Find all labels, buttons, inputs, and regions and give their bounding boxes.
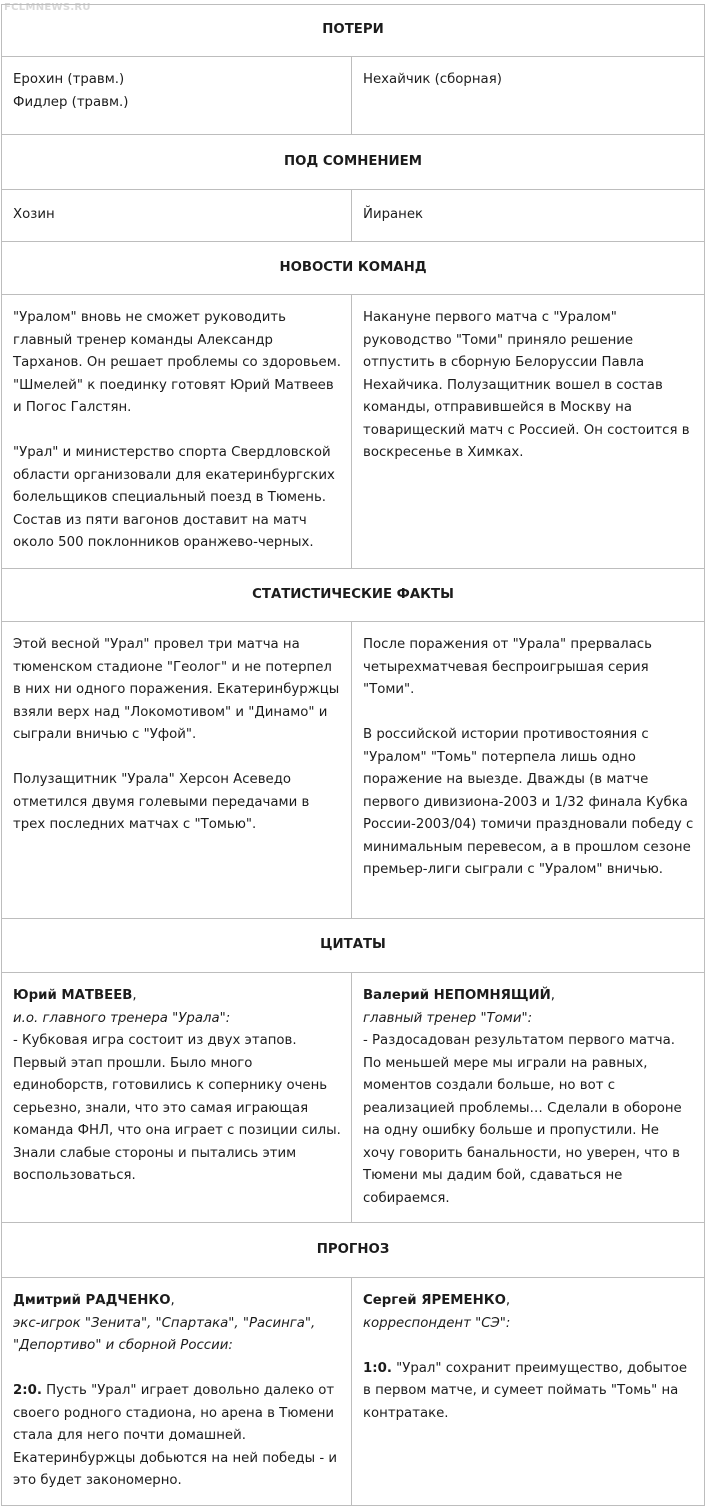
stats-paragraph: Полузащитник "Урала" Херсон Асеведо отметился двумя голевыми передачами в трех последних матчах с "Томью". (13, 772, 310, 832)
quote-text: - Раздосадован результатом первого матча. По меньшей мере мы играли на равных, моментов создали больше, но вот с реализацией проблемы… Сделали в обороне на одну ошибку больше и пропустили. Не хочу говорить банальности, но уверен, что в Тюмени мы дадим бой, сдаваться не собираемся. (363, 1033, 682, 1206)
loss-player: Фидлер (травм.) (13, 94, 129, 110)
quote-author (363, 985, 694, 1008)
doubtful-header: ПОД СОМНЕНИЕМ (2, 135, 705, 190)
forecast-author (13, 1290, 341, 1313)
stats-home (2, 622, 352, 919)
doubtful-away: Йиранек (352, 190, 705, 242)
author-comma: , (505, 1293, 511, 1308)
stats-header: СТАТИСТИЧЕСКИЕ ФАКТЫ (2, 569, 705, 622)
forecast-text (13, 1380, 341, 1493)
news-away (352, 295, 705, 569)
news-paragraph: Накануне первого матча с "Уралом" руководство "Томи" приняло решение отпустить в сборную Белоруссии Павла Нехайчика. Полузащитник вошел в состав команды, отправившейся в Москву на товарищеский матч с Россией. Он состоится в воскресенье в Химках. (363, 310, 690, 460)
forecast-score: 2:0. (13, 1383, 42, 1398)
news-paragraph: "Урал" и министерство спорта Свердловской области организовали для екатеринбургских болельщиков специальный поезд в Тюмень. Состав из пяти вагонов доставит на матч около 500 поклонников оранжево-черных. (13, 445, 335, 550)
quote-home (2, 973, 352, 1223)
forecast-comment: Пусть "Урал" играет довольно далеко от своего родного стадиона, но арена в Тюмени стала для него почти домашней. Екатеринбуржцы добьются на ней победы - и это будет закономерно. (13, 1383, 337, 1488)
stats-paragraph: В российской истории противостояния с "Уралом" "Томь" потерпела лишь одно поражение на выезде. Дважды (в матче первого дивизиона-2003 и 1/32 финала Кубка России-2003/04) томичи праздновали победу с минимальным перевесом, а в прошлом сезоне премьер-лиги сыграли с "Уралом" вничью. (363, 727, 694, 877)
stats-paragraph: После поражения от "Урала" прервалась четырехматчевая беспроигрышая серия "Томи". (363, 637, 652, 697)
doubtful-home: Хозин (2, 190, 352, 242)
author-role: экс-игрок "Зенита", "Спартака", "Расинга", "Депортиво" и сборной России: (13, 1315, 316, 1353)
forecast-comment: "Урал" сохранит преимущество, добытое в первом матче, и сумеет поймать "Томь" на контратаке. (363, 1360, 688, 1421)
site-watermark: FCLMNEWS.RU (4, 2, 91, 13)
author-first-name: Юрий (13, 988, 62, 1003)
loss-player: Нехайчик (сборная) (363, 72, 502, 87)
losses-home (2, 57, 352, 135)
match-preview-table (1, 4, 705, 1506)
author-first-name: Валерий (363, 988, 434, 1003)
losses-header: ПОТЕРИ (2, 5, 705, 57)
forecast-home (2, 1278, 352, 1506)
author-role: главный тренер "Томи": (363, 1010, 533, 1026)
author-comma: , (132, 988, 137, 1003)
author-last-name: РАДЧЕНКО (85, 1293, 171, 1308)
forecast-text (363, 1358, 694, 1426)
loss-player: Ерохин (травм.) (13, 72, 125, 87)
stats-away (352, 622, 705, 919)
author-comma: , (550, 988, 556, 1003)
forecast-header: ПРОГНОЗ (2, 1223, 705, 1278)
forecast-author (363, 1290, 694, 1313)
author-last-name: ЯРЕМЕНКО (421, 1293, 506, 1308)
stats-paragraph: Этой весной "Урал" провел три матча на тюменском стадионе "Геолог" и не потерпел в них ни одного поражения. Екатеринбуржцы взяли верх над "Локомотивом" и "Динамо" и сыграли вничью с "Уфой". (13, 637, 340, 742)
author-first-name: Дмитрий (13, 1293, 86, 1308)
forecast-score: 1:0. (363, 1360, 392, 1376)
author-comma: , (170, 1293, 175, 1308)
author-role: и.о. главного тренера "Урала": (13, 1010, 231, 1026)
quote-text: - Кубковая игра состоит из двух этапов. Первый этап прошли. Было много единоборств, готовились к сопернику очень серьезно, знали, что это самая играющая команда ФНЛ, что она играет с позиции силы. Знали слабые стороны и пытались этим воспользоваться. (13, 1033, 341, 1183)
news-paragraph: "Уралом" вновь не сможет руководить главный тренер команды Александр Тарханов. Он решает проблемы со здоровьем. "Шмелей" к поединку готовят Юрий Матвеев и Погос Галстян. (13, 310, 341, 415)
author-last-name: МАТВЕЕВ (61, 988, 133, 1003)
forecast-away (352, 1278, 705, 1506)
quote-away (352, 973, 705, 1223)
quotes-header: ЦИТАТЫ (2, 919, 705, 973)
news-home (2, 295, 352, 569)
author-last-name: НЕПОМНЯЩИЙ (433, 988, 551, 1003)
author-first-name: Сергей (363, 1293, 422, 1308)
news-header: НОВОСТИ КОМАНД (2, 242, 705, 295)
author-role: корреспондент "СЭ": (363, 1315, 511, 1331)
losses-away (352, 57, 705, 135)
quote-author (13, 985, 341, 1008)
